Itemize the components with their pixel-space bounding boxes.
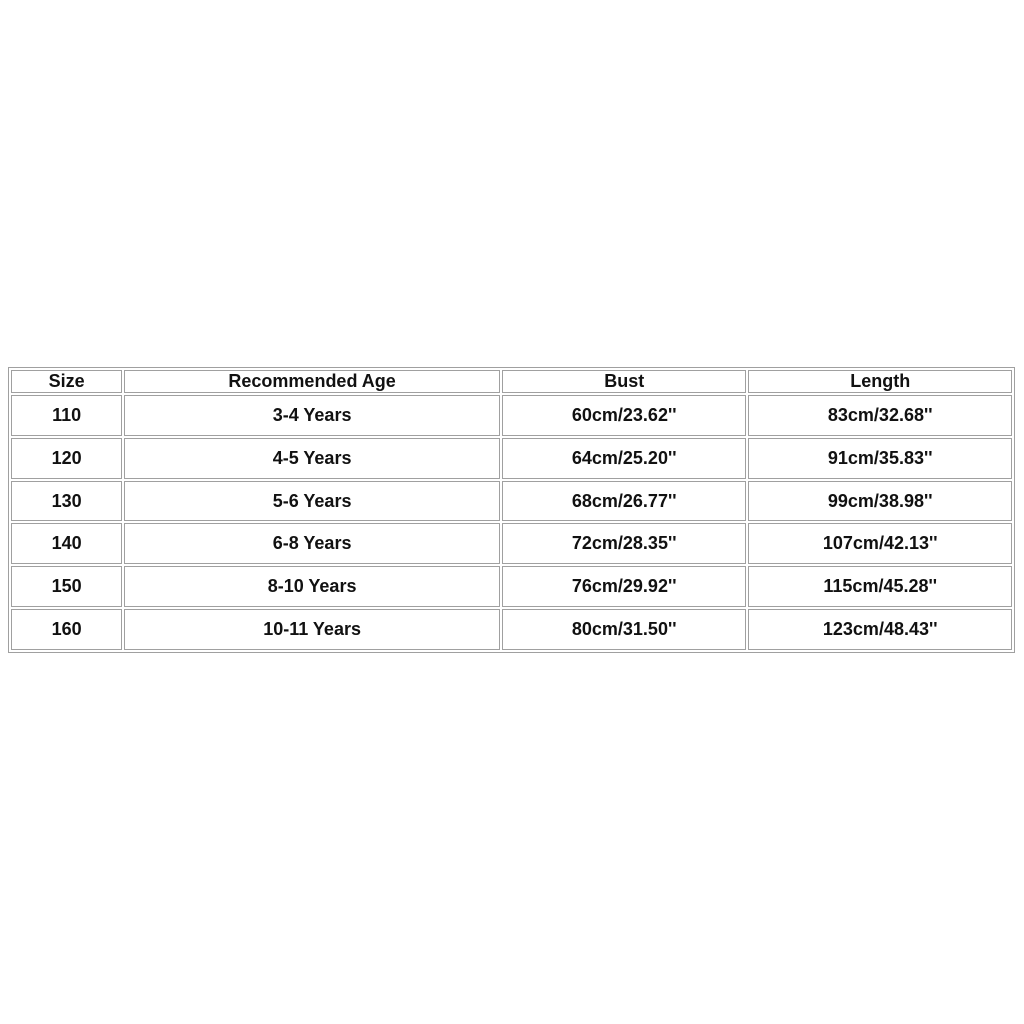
cell-length: 107cm/42.13''	[748, 523, 1012, 564]
cell-length: 91cm/35.83''	[748, 438, 1012, 479]
cell-length: 115cm/45.28''	[748, 566, 1012, 607]
cell-length: 99cm/38.98''	[748, 481, 1012, 522]
header-size: Size	[11, 370, 122, 393]
cell-age: 3-4 Years	[124, 395, 500, 436]
header-recommended-age: Recommended Age	[124, 370, 500, 393]
cell-size: 140	[11, 523, 122, 564]
table-row	[11, 523, 1012, 564]
cell-age: 4-5 Years	[124, 438, 500, 479]
cell-bust: 80cm/31.50''	[502, 609, 746, 650]
cell-size: 110	[11, 395, 122, 436]
cell-age: 10-11 Years	[124, 609, 500, 650]
cell-size: 120	[11, 438, 122, 479]
table-row	[11, 566, 1012, 607]
cell-size: 130	[11, 481, 122, 522]
cell-age: 5-6 Years	[124, 481, 500, 522]
cell-bust: 72cm/28.35''	[502, 523, 746, 564]
cell-age: 8-10 Years	[124, 566, 500, 607]
table-row	[11, 481, 1012, 522]
table-header-row	[11, 370, 1012, 393]
cell-length: 123cm/48.43''	[748, 609, 1012, 650]
cell-bust: 64cm/25.20''	[502, 438, 746, 479]
header-length: Length	[748, 370, 1012, 393]
cell-size: 150	[11, 566, 122, 607]
cell-age: 6-8 Years	[124, 523, 500, 564]
table-row	[11, 609, 1012, 650]
cell-size: 160	[11, 609, 122, 650]
table-row	[11, 395, 1012, 436]
header-bust: Bust	[502, 370, 746, 393]
cell-length: 83cm/32.68''	[748, 395, 1012, 436]
cell-bust: 68cm/26.77''	[502, 481, 746, 522]
cell-bust: 76cm/29.92''	[502, 566, 746, 607]
table-row	[11, 438, 1012, 479]
cell-bust: 60cm/23.62''	[502, 395, 746, 436]
size-chart-table	[8, 367, 1015, 653]
